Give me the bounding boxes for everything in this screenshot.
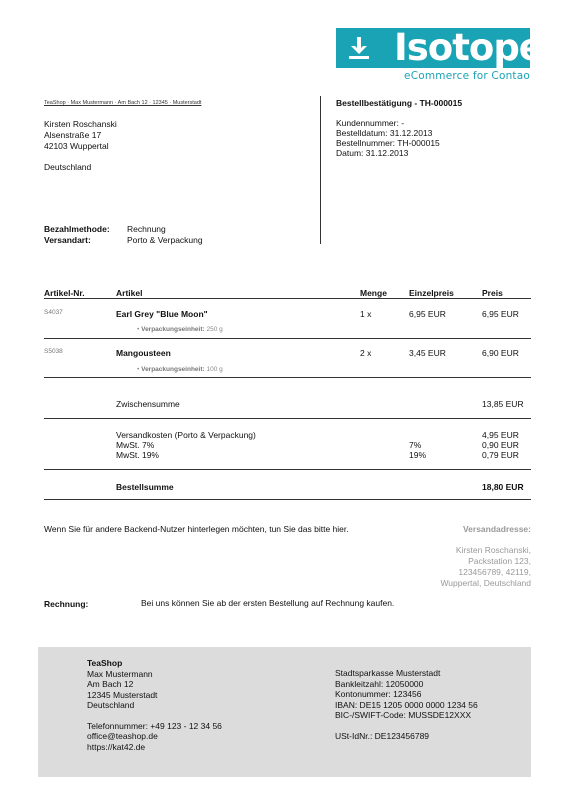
confirmation-title: Bestellbestätigung - TH-000015 — [336, 98, 463, 108]
item-rule — [44, 338, 531, 339]
shipping-address-line2: 123456789, 42119, — [458, 567, 531, 577]
footer-iban: IBAN: DE15 1205 0000 0000 1234 56 — [335, 699, 478, 710]
footer-blz: Bankleitzahl: 12050000 — [335, 678, 424, 689]
subtotal-rule — [44, 418, 531, 419]
table-header-rule — [44, 298, 531, 299]
footer — [38, 647, 531, 777]
payment-values — [127, 224, 203, 246]
item-unit-price: 6,95 EUR — [409, 309, 446, 319]
recipient-street: Alsenstraße 17 — [44, 130, 102, 140]
shipping-cost-value: 4,95 EUR — [482, 430, 519, 440]
recipient-name: Kirsten Roschanski — [44, 119, 117, 129]
vat7-rate: 7% — [409, 440, 422, 450]
header-divider — [320, 96, 321, 244]
footer-account: Kontonummer: 123456 — [335, 689, 422, 699]
isotope-logo — [336, 26, 543, 69]
item-qty: 1 x — [360, 309, 372, 319]
item-qty: 2 x — [360, 348, 372, 358]
subtotal-label: Zwischensumme — [116, 399, 180, 409]
customer-number: Kundennummer: - — [336, 118, 405, 128]
payment-method-value: Rechnung — [127, 224, 166, 234]
order-meta — [336, 118, 440, 158]
vat7-value: 0,90 EUR — [482, 440, 519, 450]
sender-line: TeaShop · Max Mustermann · Am Bach 12 · 12345 · Musterstadt — [44, 100, 202, 106]
footer-website[interactable]: https://kat42.de — [87, 741, 146, 752]
shipping-cost-label: Versandkosten (Porto & Verpackung) — [116, 430, 256, 440]
vat19-value: 0,79 EUR — [482, 450, 519, 460]
item-attribute: • Verpackungseinheit: 250 g — [137, 326, 223, 333]
footer-email[interactable]: office@teashop.de — [87, 731, 158, 741]
item-name: Mangousteen — [116, 348, 171, 358]
logo-wordmark: Isotope — [394, 26, 543, 69]
item-price: 6,90 EUR — [482, 348, 519, 358]
item-price: 6,95 EUR — [482, 309, 519, 319]
footer-phone: Telefonnummer: +49 123 - 12 34 56 — [87, 720, 222, 731]
subtotal-value: 13,85 EUR — [482, 399, 524, 409]
item-attr-label: Verpackungseinheit: — [141, 366, 205, 373]
payment-method-label: Bezahlmethode: — [44, 224, 110, 234]
shipping-method-value: Porto & Verpackung — [127, 235, 203, 245]
footer-bank: Stadtsparkasse Musterstadt — [335, 668, 441, 678]
shipping-address-label: Versandadresse: — [462, 524, 531, 534]
document-date: Datum: 31.12.2013 — [336, 148, 409, 158]
vat19-rate: 19% — [409, 450, 427, 460]
grand-total-rule — [44, 499, 531, 500]
recipient-country: Deutschland — [44, 162, 92, 172]
footer-bank-block — [335, 668, 478, 741]
footer-owner: Max Mustermann — [87, 668, 153, 679]
backend-note: Wenn Sie für andere Backend-Nutzer hinterlegen möchten, tun Sie das bitte hier. — [44, 524, 349, 534]
item-unit-price: 3,45 EUR — [409, 348, 446, 358]
footer-country: Deutschland — [87, 700, 135, 710]
col-header-qty: Menge — [360, 288, 387, 298]
item-rule — [44, 377, 531, 378]
col-header-artno: Artikel-Nr. — [44, 288, 85, 298]
item-attr-value: 250 g — [206, 326, 223, 333]
footer-bic: BIC-/SWIFT-Code: MUSSDE12XXX — [335, 710, 472, 720]
item-attr-label: Verpackungseinheit: — [141, 326, 205, 333]
footer-company-block — [87, 658, 222, 752]
surcharge-rule — [44, 469, 531, 470]
order-number: Bestellnummer: TH-000015 — [336, 138, 440, 148]
item-attr-value: 100 g — [206, 366, 223, 373]
recipient-address — [44, 119, 117, 173]
item-artno: S4037 — [44, 309, 63, 316]
shipping-address-line1: Packstation 123, — [468, 556, 531, 566]
item-name: Earl Grey "Blue Moon" — [116, 309, 208, 319]
logo-tagline: eCommerce for Contao — [404, 70, 530, 82]
grand-total-label: Bestellsumme — [116, 482, 174, 492]
shipping-address-line3: Wuppertal, Deutschland — [440, 578, 531, 588]
payment-labels — [44, 224, 110, 246]
footer-city: 12345 Musterstadt — [87, 689, 158, 700]
invoice-label: Rechnung: — [44, 599, 89, 609]
item-attribute: • Verpackungseinheit: 100 g — [137, 366, 223, 373]
vat19-label: MwSt. 19% — [116, 450, 159, 460]
col-header-article: Artikel — [116, 288, 143, 298]
invoice-text: Bei uns können Sie ab der ersten Bestellung auf Rechnung kaufen. — [141, 598, 395, 608]
download-arrow-icon — [346, 34, 372, 62]
col-header-price: Preis — [482, 288, 503, 298]
shipping-method-label: Versandart: — [44, 235, 91, 245]
recipient-city: 42103 Wuppertal — [44, 141, 109, 151]
footer-company: TeaShop — [87, 658, 123, 668]
footer-street: Am Bach 12 — [87, 679, 134, 689]
grand-total-value: 18,80 EUR — [482, 482, 524, 492]
shipping-address — [440, 545, 531, 589]
item-artno: S5038 — [44, 348, 63, 355]
order-date: Bestelldatum: 31.12.2013 — [336, 128, 433, 138]
footer-vat-id: USt-IdNr.: DE123456789 — [335, 730, 430, 741]
vat7-label: MwSt. 7% — [116, 440, 155, 450]
shipping-address-name: Kirsten Roschanski, — [455, 545, 531, 555]
col-header-unit-price: Einzelpreis — [409, 288, 454, 298]
